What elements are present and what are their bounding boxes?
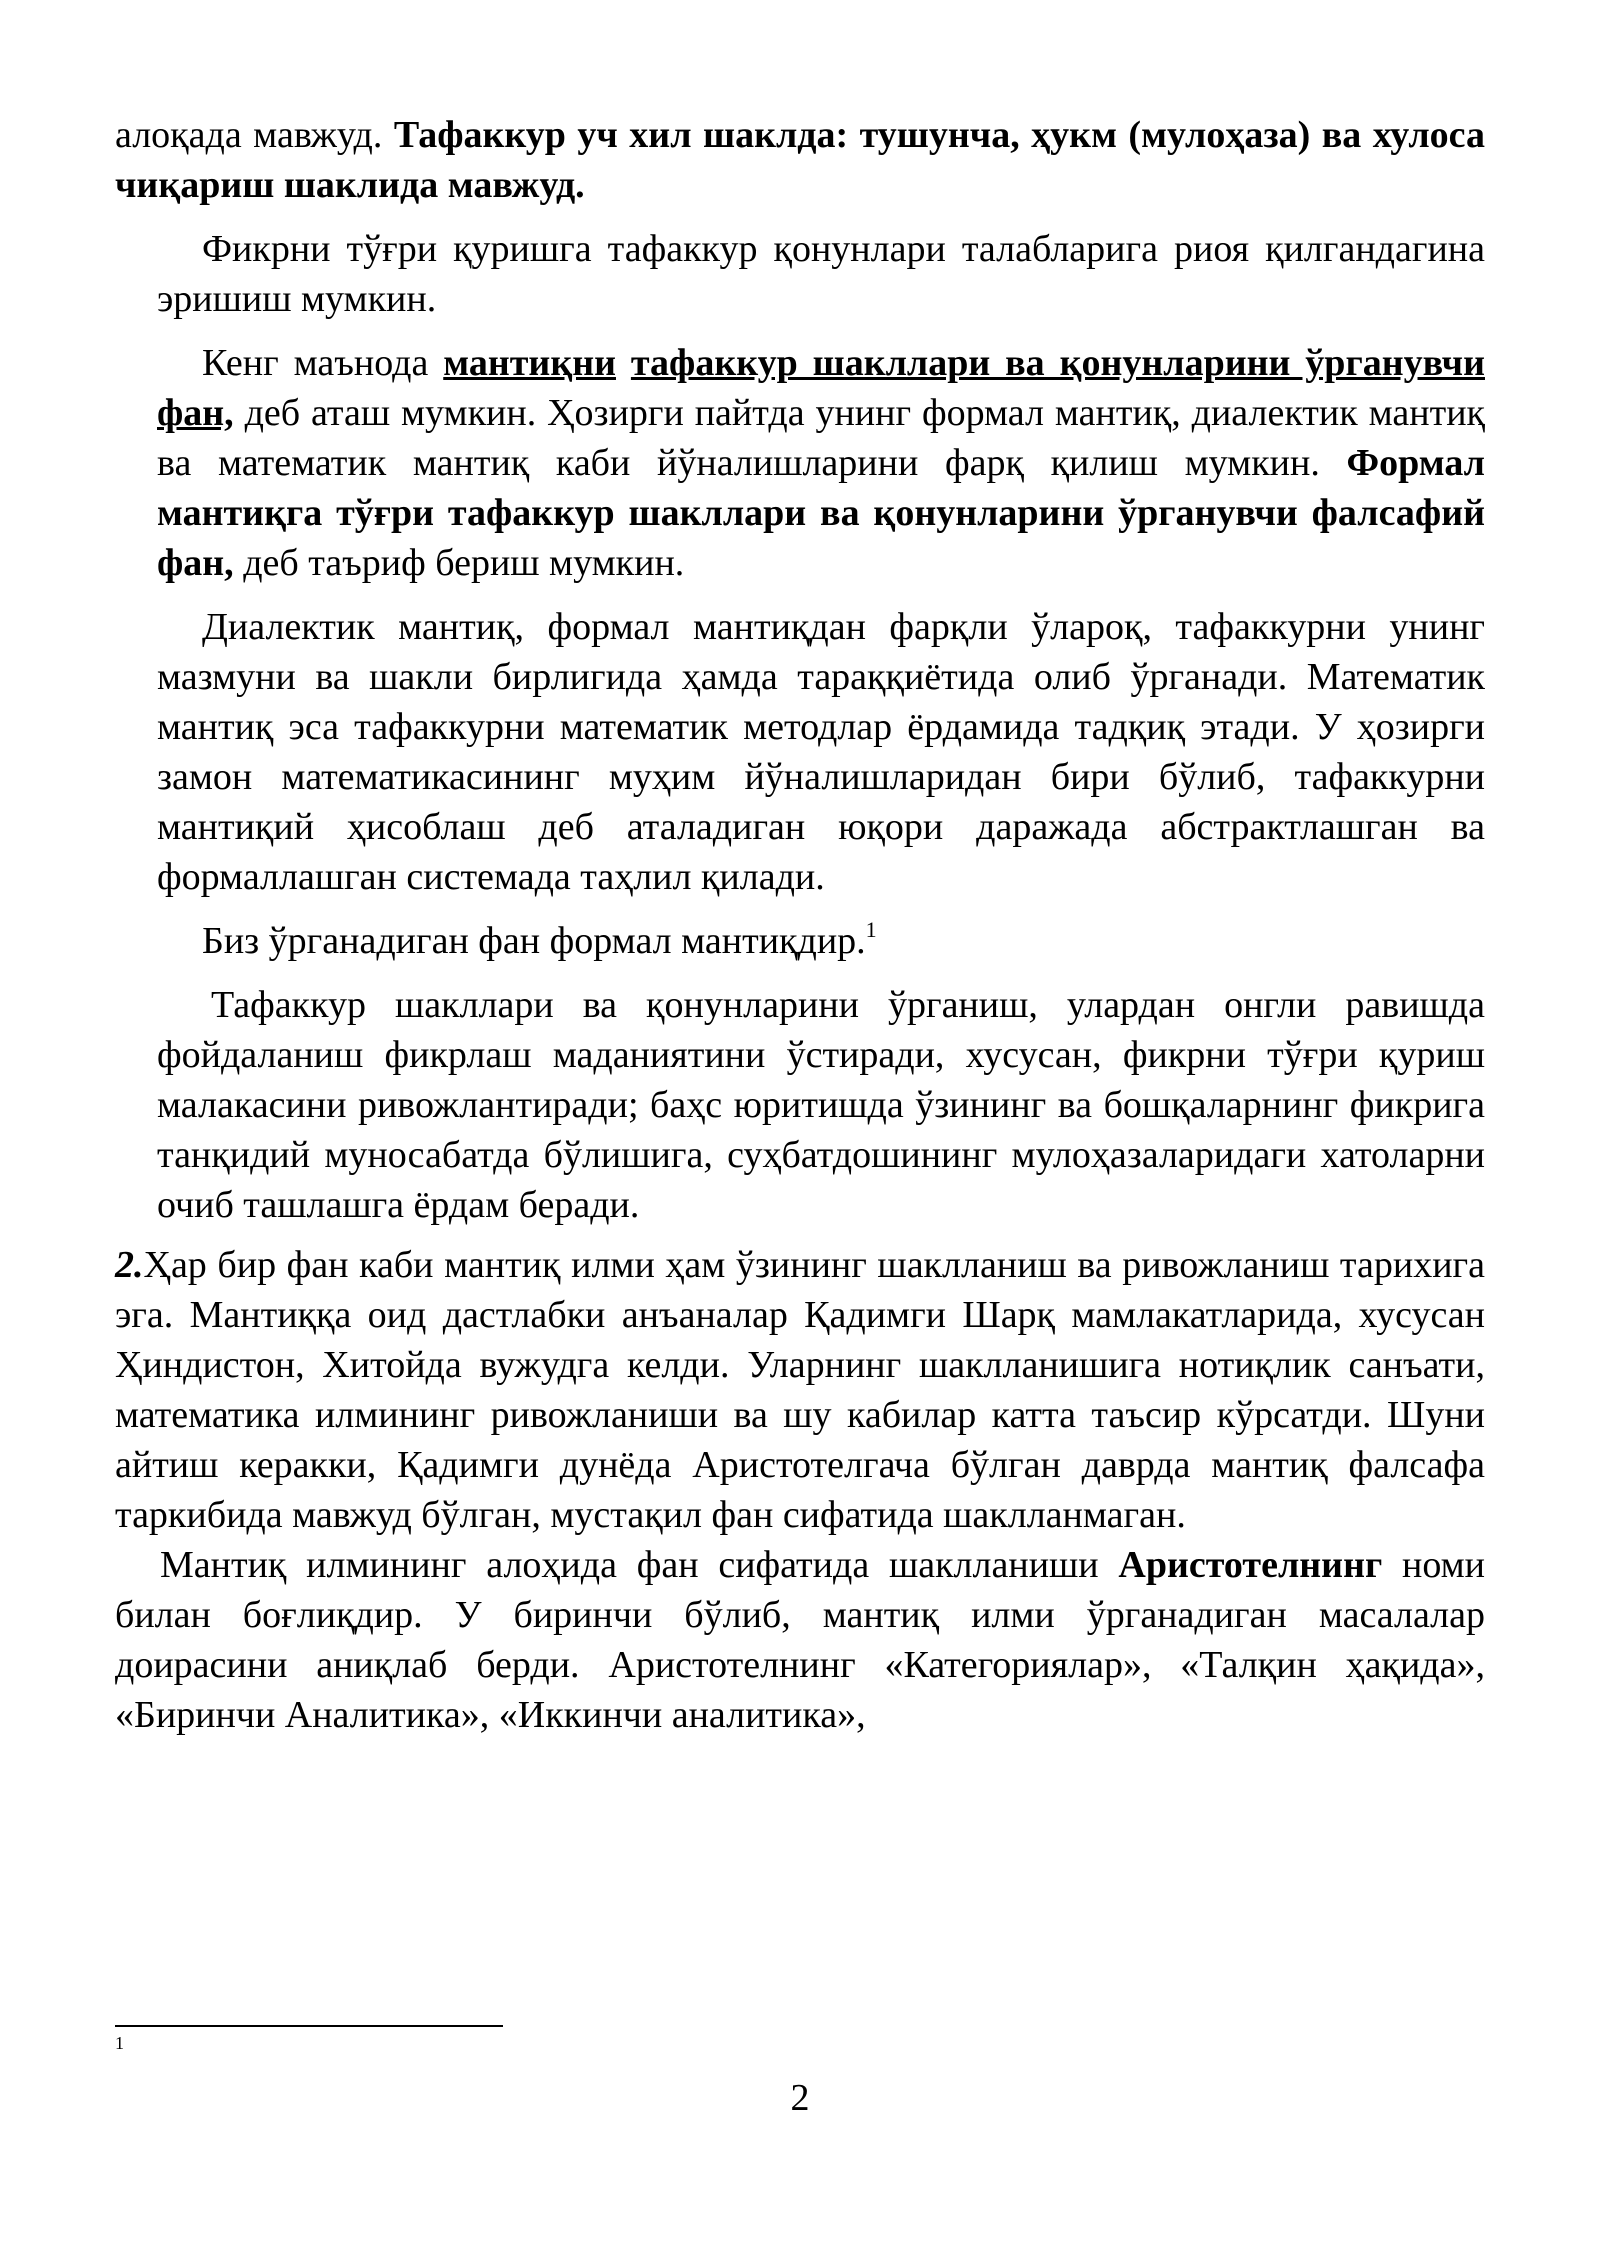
paragraph-8-text-1: Мантиқ илмининг алоҳида фан сифатида шаклланиши bbox=[160, 1544, 1119, 1586]
paragraph-3-bold-2: тафаккур шакллари ва қонунларини ўрганувчи фан, bbox=[157, 342, 1485, 434]
document-page bbox=[115, 110, 1485, 1740]
paragraph-7-text: Ҳар бир фан каби мантиқ илми ҳам ўзининг шаклланиш ва ривожланиш тарихига эга. Мантиққа оид дастлабки анъаналар Қадимги Шарқ мамлакатларида, хусусан Ҳиндистон, Хитойда вужудга келди. Уларнинг шаклланишига нотиқлик санъати, математика илмининг ривожланиши ва шу кабилар катта таъсир кўрсатди. Шуни айтиш керакки, Қадимги дунёда Аристотелгача бўлган даврда мантиқ фалсафа таркибида мавжуд бўлган, мустақил фан сифатида шаклланмаган. bbox=[115, 1244, 1485, 1536]
paragraph-4-text: Диалектик мантиқ, формал мантиқдан фарқли ўлароқ, тафаккурни унинг мазмуни ва шакли бирлигида ҳамда тараққиётида олиб ўрганади. Математик мантиқ эса тафаккурни математик методлар ёрдамида тадқиқ этади. У ҳозирги замон математикасининг муҳим йўналишларидан бири бўлиб, тафаккурни мантиқий ҳисоблаш деб аталадиган юқори даражада абстрактлашган ва формаллашган системада таҳлил қилади. bbox=[157, 606, 1485, 898]
paragraph-1-bold: Тафаккур уч хил шаклда: тушунча, ҳукм (мулоҳаза) ва хулоса чиқариш шаклида мавжуд. bbox=[115, 114, 1485, 206]
paragraph-3-text-4: деб таъриф бериш мумкин. bbox=[233, 542, 685, 584]
paragraph-8-bold: Аристотелнинг bbox=[1118, 1544, 1383, 1586]
paragraph-3-bold-3: Формал мантиқга тўғри тафаккур шакллари ва қонунларини ўрганувчи фалсафий фан, bbox=[157, 442, 1485, 584]
paragraph-6 bbox=[115, 980, 1485, 1230]
paragraph-3-text-3: деб аташ мумкин. Ҳозирги пайтда унинг формал мантиқ, диалектик мантиқ ва математик мантиқ каби йўналишларини фарқ қилиш мумкин. bbox=[157, 392, 1485, 484]
paragraph-7 bbox=[115, 1240, 1485, 1540]
paragraph-3-text-2 bbox=[616, 342, 631, 384]
paragraph-1-text: алоқада мавжуд. bbox=[115, 114, 394, 156]
paragraph-5 bbox=[115, 916, 1485, 966]
paragraph-1 bbox=[115, 110, 1485, 210]
paragraph-3-bold-1: мантиқни bbox=[443, 342, 616, 384]
paragraph-8 bbox=[115, 1540, 1485, 1740]
paragraph-4 bbox=[115, 602, 1485, 902]
paragraph-5-text: Биз ўрганадиган фан формал мантиқдир. bbox=[202, 920, 866, 962]
paragraph-8-text-2: номи билан боғлиқдир. У биринчи бўлиб, мантиқ илми ўрганадиган масалалар доирасини аниқлаб берди. Аристотелнинг «Категориялар», «Талқин ҳақида», «Биринчи Аналитика», «Иккинчи аналитика», bbox=[115, 1544, 1485, 1736]
footnote-reference: 1 bbox=[865, 917, 877, 942]
footnote bbox=[115, 2032, 124, 2054]
footnote-marker: 1 bbox=[115, 2033, 124, 2053]
page-number: 2 bbox=[790, 2077, 810, 2119]
paragraph-6-text: Тафаккур шакллари ва қонунларини ўрганиш, улардан онгли равишда фойдаланиш фикрлаш маданиятини ўстиради, хусусан, фикрни тўғри қуриш малакасини ривожлантиради; баҳс юритишда ўзининг ва бошқаларнинг фикрига танқидий муносабатда бўлишига, суҳбатдошининг мулоҳазаларидаги хатоларни очиб ташлашга ёрдам беради. bbox=[157, 984, 1485, 1226]
footnote-separator bbox=[115, 2025, 503, 2027]
paragraph-2 bbox=[115, 224, 1485, 324]
paragraph-2-text: Фикрни тўғри қуришга тафаккур қонунлари талабларига риоя қилгандагина эришиш мумкин. bbox=[157, 228, 1485, 320]
section-number: 2. bbox=[115, 1244, 144, 1286]
paragraph-3 bbox=[115, 338, 1485, 588]
paragraph-3-text-1: Кенг маънода bbox=[202, 342, 444, 384]
